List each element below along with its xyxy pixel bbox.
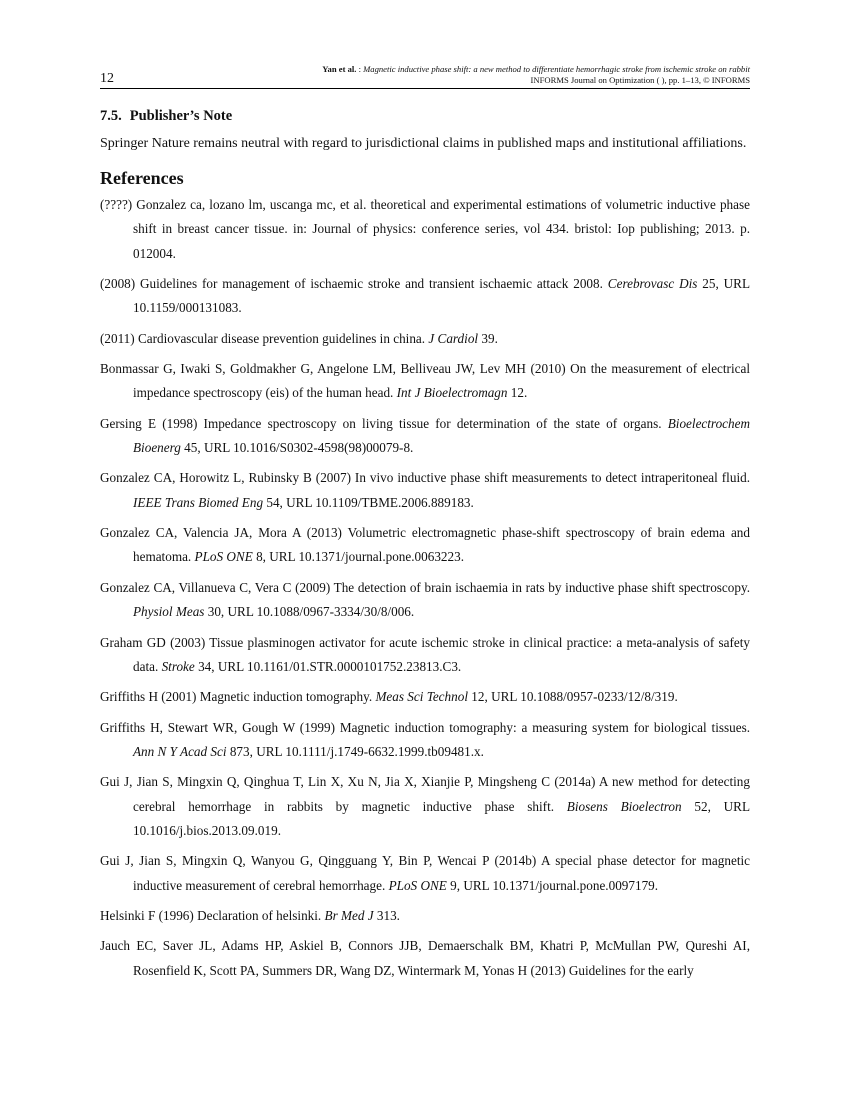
reference-journal: Cerebrovasc Dis: [607, 275, 698, 291]
reference-details: 45, URL 10.1016/S0302-4598(98)00079-8.: [180, 440, 414, 456]
reference-text: (2011) Cardiovascular disease prevention guidelines in china.: [100, 330, 429, 346]
reference-details: 39.: [478, 330, 498, 346]
reference-details: 30, URL 10.1088/0967-3334/30/8/006.: [204, 604, 415, 620]
reference-text: Griffiths H, Stewart WR, Gough W (1999) Magnetic induction tomography: a measuring system for biological tissues.: [100, 719, 750, 735]
reference-journal: PLoS ONE: [194, 549, 253, 565]
reference-details: 873, URL 10.1111/j.1749-6632.1999.tb09481.x.: [226, 743, 484, 759]
reference-text: Graham GD (2003) Tissue plasminogen activator for acute ischemic stroke in clinical practice: a meta-analysis of safety data.: [100, 634, 750, 674]
reference-details: 8, URL 10.1371/journal.pone.0063223.: [252, 549, 465, 565]
reference-item: [100, 849, 750, 898]
reference-journal: IEEE Trans Biomed Eng: [133, 494, 264, 510]
reference-text: (????) Gonzalez ca, lozano lm, uscanga mc, et al. theoretical and experimental estimations of volumetric inductive phase shift in breast cancer tissue. in: Journal of physics: conference series, vol 434. bristol: Iop publishing; 2013. p. 012004.: [100, 197, 750, 261]
paper-page: [100, 62, 750, 989]
reference-text: Gui J, Jian S, Mingxin Q, Wanyou G, Qingguang Y, Bin P, Wencai P (2014b) A special phase detector for magnetic inductive measurement of cerebral hemorrhage.: [100, 853, 750, 893]
reference-details: 34, URL 10.1161/01.STR.0000101752.23813.C3.: [194, 658, 462, 674]
section-heading: [100, 108, 750, 125]
reference-journal: Biosens Bioelectron: [566, 798, 682, 814]
reference-details: 52, URL 10.1016/j.bios.2013.09.019.: [133, 798, 751, 838]
reference-journal: Br Med J: [324, 907, 374, 923]
references-heading: References: [100, 168, 184, 188]
reference-details: 12, URL 10.1088/0957-0233/12/8/319.: [467, 689, 678, 705]
section-number: 7.5.: [100, 108, 122, 124]
header-title-line: [322, 64, 750, 75]
reference-text: Gonzalez CA, Villanueva C, Vera C (2009) The detection of brain ischaemia in rats by inductive phase shift spectroscopy.: [100, 579, 750, 595]
reference-item: [100, 576, 750, 625]
header-title: Magnetic inductive phase shift: a new method to differentiate hemorrhagic stroke from ischemic stroke on rabbit: [363, 64, 750, 74]
reference-journal: Stroke: [161, 658, 195, 674]
reference-text: Bonmassar G, Iwaki S, Goldmakher G, Angelone LM, Belliveau JW, Lev MH (2010) On the measurement of electrical impedance spectroscopy (eis) of the human head.: [100, 361, 750, 401]
reference-journal: Meas Sci Technol: [375, 689, 468, 705]
reference-item: [100, 631, 750, 680]
reference-journal: Int J Bioelectromagn: [396, 385, 508, 401]
reference-item: [100, 685, 750, 709]
reference-details: 12.: [507, 385, 528, 401]
reference-item: [100, 770, 750, 843]
reference-journal: J Cardiol: [428, 330, 479, 346]
page-number: 12: [100, 71, 114, 86]
reference-item: [100, 272, 750, 321]
reference-item: [100, 357, 750, 406]
reference-text: Gonzalez CA, Valencia JA, Mora A (2013) Volumetric electromagnetic phase-shift spectroscopy of brain edema and hematoma.: [100, 525, 750, 565]
reference-text: (2008) Guidelines for management of ischaemic stroke and transient ischaemic attack 2008.: [100, 275, 608, 291]
header-separator: :: [356, 64, 364, 74]
reference-text: Helsinki F (1996) Declaration of helsinki.: [100, 907, 325, 923]
reference-details: 9, URL 10.1371/journal.pone.0097179.: [446, 877, 659, 893]
reference-item: [100, 327, 750, 351]
reference-text: Gui J, Jian S, Mingxin Q, Qinghua T, Lin X, Xu N, Jia X, Xianjie P, Mingsheng C (2014a) A new method for detecting cerebral hemorrhage in rabbits by magnetic inductive phase shift.: [100, 774, 750, 814]
reference-item: [100, 412, 750, 461]
running-header: [100, 62, 750, 89]
header-citation: [322, 64, 750, 86]
reference-item: [100, 716, 750, 765]
section-title: Publisher’s Note: [129, 108, 233, 124]
reference-item: [100, 466, 750, 515]
header-journal-line: INFORMS Journal on Optimization ( ), pp. 1–13, © INFORMS: [530, 75, 750, 85]
reference-item: [100, 521, 750, 570]
reference-details: 25, URL 10.1159/000131083.: [133, 275, 751, 316]
reference-journal: PLoS ONE: [388, 877, 447, 893]
reference-journal: Physiol Meas: [133, 604, 205, 620]
header-authors: Yan et al.: [322, 64, 357, 74]
reference-text: Gonzalez CA, Horowitz L, Rubinsky B (2007) In vivo inductive phase shift measurements to detect intraperitoneal fluid.: [100, 470, 750, 486]
section-paragraph: Springer Nature remains neutral with regard to jurisdictional claims in published maps and institutional affiliations.: [100, 136, 747, 151]
reference-item: [100, 193, 750, 266]
reference-text: Gersing E (1998) Impedance spectroscopy on living tissue for determination of the state of organs.: [100, 415, 668, 431]
reference-item: [100, 904, 750, 928]
reference-details: 313.: [373, 907, 400, 923]
reference-text: Griffiths H (2001) Magnetic induction tomography.: [100, 689, 376, 705]
reference-journal: Bioelectrochem Bioenerg: [133, 415, 750, 456]
reference-list: [100, 193, 750, 983]
reference-item: [100, 934, 750, 983]
reference-details: 54, URL 10.1109/TBME.2006.889183.: [263, 494, 474, 510]
reference-text: Jauch EC, Saver JL, Adams HP, Askiel B, Connors JJB, Demaerschalk BM, Khatri P, McMullan PW, Qureshi AI, Rosenfield K, Scott PA, Summers DR, Wang DZ, Wintermark M, Yonas H (2013) Guidelines for the early: [100, 938, 750, 978]
reference-journal: Ann N Y Acad Sci: [133, 743, 227, 759]
